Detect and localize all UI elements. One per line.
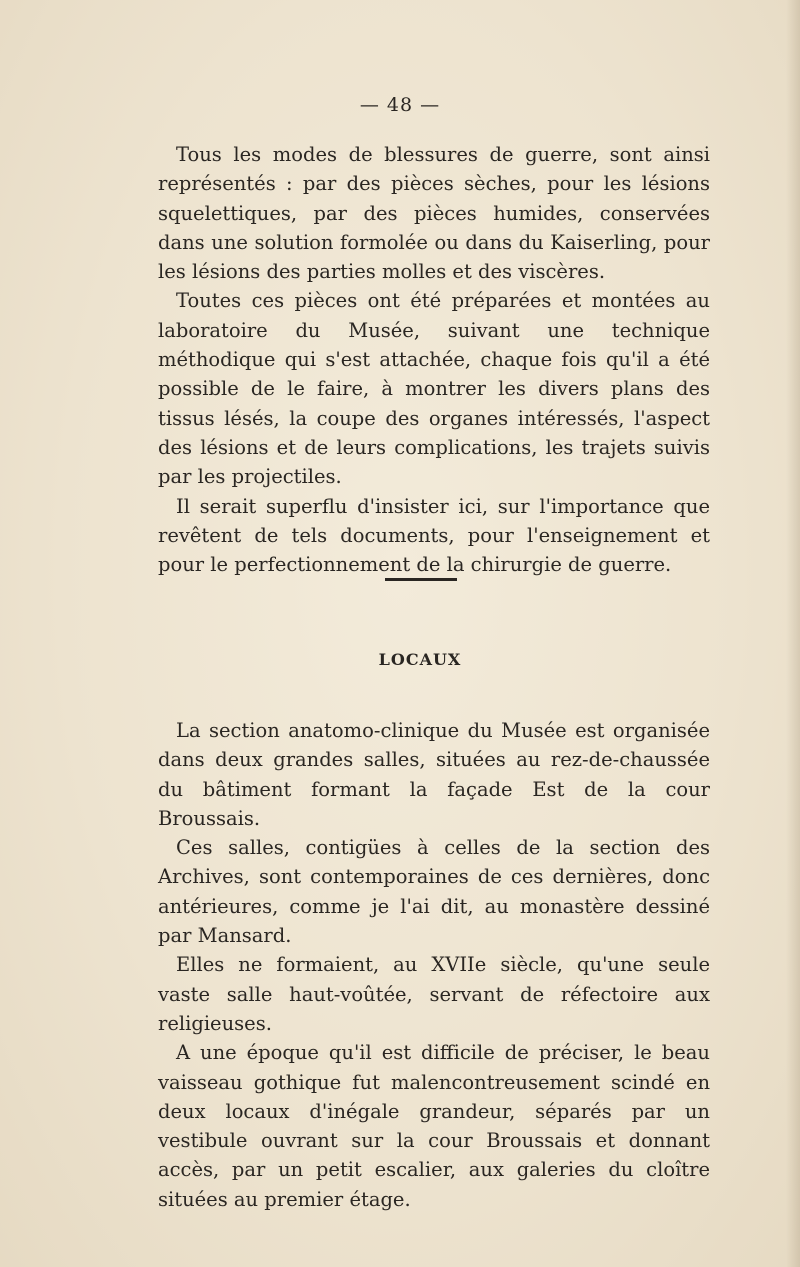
paragraph: Ces salles, contigües à celles de la section des Archives, sont contemporaines de ces dernières, donc antérieures, comme je l'ai dit, au monastère dessiné par Mansard. [158,836,710,948]
section-divider [385,578,457,581]
intro-text [158,140,710,579]
paragraph: Elles ne formaient, au XVIIe siècle, qu'une seule vaste salle haut-voûtée, servant de réfectoire aux religieuses. [158,953,710,1035]
section-text [158,716,710,1214]
paragraph: Toutes ces pièces ont été préparées et montées au laboratoire du Musée, suivant une technique méthodique qui s'est attachée, chaque fois qu'il a été possible de le faire, à montrer les divers plans des tissus lésés, la coupe des organes intéressés, l'aspect des lésions et de leurs complications, les trajets suivis par les projectiles. [158,289,710,489]
paragraph: La section anatomo-clinique du Musée est organisée dans deux grandes salles, situées au rez-de-chaussée du bâtiment formant la façade Est de la cour Broussais. [158,719,710,830]
paragraph: Tous les modes de blessures de guerre, sont ainsi représentés : par des pièces sèches, pour les lésions squelettiques, par des pièces humides, conservées dans une solution formolée ou dans du Kaiserling, pour les lésions des parties molles et des viscères. [158,143,710,284]
page-number: — 48 — [359,94,441,116]
paragraph: A une époque qu'il est difficile de préciser, le beau vaisseau gothique fut malencontreusement scindé en deux locaux d'inégale grandeur, séparés par un vestibule ouvrant sur la cour Broussais et donnant accès, par un petit escalier, aux galeries du cloître situées au premier étage. [158,1041,710,1211]
paragraph: Il serait superflu d'insister ici, sur l'importance que revêtent de tels documents, pour l'enseignement et pour le perfectionnement de la chirurgie de guerre. [158,494,710,577]
section-heading: LOCAUX [378,650,462,669]
page-edge-shadow [786,0,800,1267]
